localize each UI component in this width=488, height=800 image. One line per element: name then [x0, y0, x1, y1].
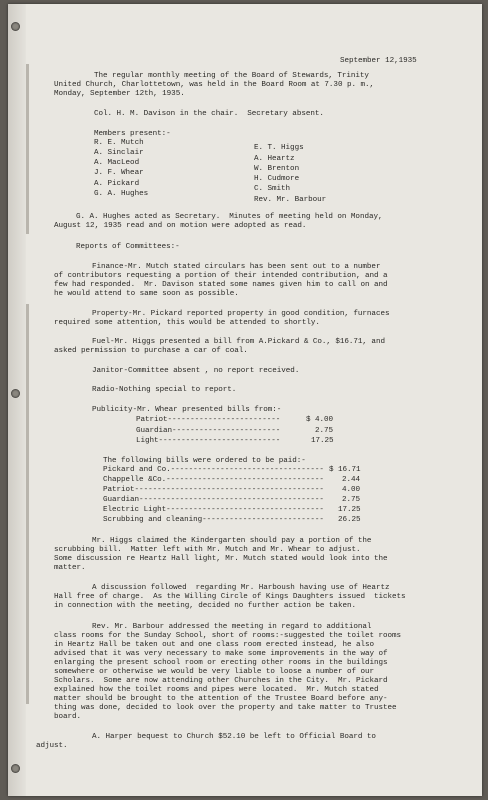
secretary-line: G. A. Hughes acted as Secretary. Minutes of meeting held on Monday,	[76, 213, 383, 221]
barbour-line: somewhere or otherwise we would be very liable to loose a number of our	[54, 668, 374, 676]
members-heading: Members present:-	[94, 130, 171, 138]
member-name: A. MacLeod	[94, 159, 140, 167]
publicity-line: Publicity-Mr. Whear presented bills from:-	[92, 406, 282, 414]
secretary-line: August 12, 1935 read and on motion were adopted as read.	[54, 222, 307, 230]
binder-hole	[11, 764, 20, 773]
binder-hole	[11, 22, 20, 31]
intro-line: Monday, September 12th, 1935.	[54, 90, 185, 98]
finance-line: Finance-Mr. Mutch stated circulars has been sent out to a number	[92, 263, 381, 271]
margin-strip	[26, 64, 29, 234]
member-name: C. Smith	[254, 185, 291, 193]
finance-line: few had responded. Mr. Davison stated some names given him to call on and	[54, 281, 388, 289]
kindergarten-line: Some discussion re Heartz Hall light, Mr. Mutch stated would look into the	[54, 555, 388, 563]
bill-amount: 2.44	[342, 476, 361, 484]
reports-heading: Reports of Committees:-	[76, 243, 180, 251]
kindergarten-line: scrubbing bill. Matter left with Mr. Mutch and Mr. Whear to adjust.	[54, 546, 361, 554]
harper-line: A. Harper bequest to Church $52.10 be left to Official Board to	[92, 733, 376, 741]
bill-amount: 26.25	[338, 516, 361, 524]
barbour-line: Scholars. Some are now attending other Churches in the City. Mr. Pickard	[54, 677, 388, 685]
fuel-line: asked permission to purchase a car of coal.	[54, 347, 248, 355]
member-name: A. Heartz	[254, 155, 295, 163]
intro-line: United Church, Charlottetown, was held in the Board Room at 7.30 p. m.,	[54, 81, 374, 89]
member-name: W. Brenton	[254, 165, 300, 173]
barbour-line: matter should be brought to the attention of the Trustee Board before any-	[54, 695, 388, 703]
fuel-line: Fuel-Mr. Higgs presented a bill from A.Pickard & Co., $16.71, and	[92, 338, 385, 346]
barbour-line: advised that it was very necessary to make some improvements in the way of	[54, 650, 388, 658]
bill-label: Guardian-----------------------------------------	[103, 496, 324, 504]
member-name: J. F. Whear	[94, 169, 144, 177]
bill-label: Patriot------------------------------------------	[103, 486, 324, 494]
janitor-line: Janitor-Committee absent , no report received.	[92, 367, 300, 375]
member-name: G. A. Hughes	[94, 190, 149, 198]
publicity-bill-amount: 2.75	[315, 427, 334, 435]
publicity-bill-amount: 17.25	[311, 437, 334, 445]
intro-line: The regular monthly meeting of the Board of Stewards, Trinity	[94, 72, 369, 80]
binder-hole	[11, 389, 20, 398]
bill-label: Electric Light-----------------------------------	[103, 506, 324, 514]
bill-amount: 2.75	[342, 496, 361, 504]
barbour-line: thing was done, decided to look over the property and take matter to Trustee	[54, 704, 397, 712]
barbour-line: in Heartz Hall be taken out and one class room erected instead, he also	[54, 641, 374, 649]
harboush-line: A discussion followed regarding Mr. Harboush having use of Heartz	[92, 584, 390, 592]
bill-label: Scrubbing and cleaning---------------------------	[103, 516, 324, 524]
margin-strip	[26, 304, 29, 704]
harboush-line: Hall free of charge. As the Willing Circle of Kings Daughters issued tickets	[54, 593, 406, 601]
publicity-bill-label: Light---------------------------	[136, 437, 281, 445]
chair-line: Col. H. M. Davison in the chair. Secretary absent.	[94, 110, 324, 118]
member-name: E. T. Higgs	[254, 144, 304, 152]
finance-line: of contributors requesting a portion of their intended contribution, and a	[54, 272, 388, 280]
member-name: H. Cudmore	[254, 175, 300, 183]
property-line: required some attention, this would be attended to shortly.	[54, 319, 320, 327]
member-name: A. Pickard	[94, 180, 140, 188]
barbour-line: enlarging the present school room or erecting other rooms in the buildings	[54, 659, 388, 667]
meeting-date: September 12,1935	[340, 57, 417, 65]
bills-heading: The following bills were ordered to be paid:-	[103, 457, 306, 465]
kindergarten-line: Mr. Higgs claimed the Kindergarten should pay a portion of the	[92, 537, 372, 545]
member-name: R. E. Mutch	[94, 139, 144, 147]
member-name: Rev. Mr. Barbour	[254, 196, 327, 204]
bill-amount: $ 16.71	[329, 466, 361, 474]
bill-amount: 4.00	[342, 486, 361, 494]
barbour-line: class rooms for the Sunday School, short of rooms:-suggested the toilet rooms	[54, 632, 402, 640]
publicity-bill-amount: $ 4.00	[306, 416, 334, 424]
publicity-bill-label: Patriot-------------------------	[136, 416, 281, 424]
barbour-line: explained how the toilet rooms and pipes were located. Mr. Mutch stated	[54, 686, 379, 694]
finance-line: he would attend to same soon as possible.	[54, 290, 239, 298]
member-name: A. Sinclair	[94, 149, 144, 157]
barbour-line: board.	[54, 713, 82, 721]
publicity-bill-label: Guardian------------------------	[136, 427, 281, 435]
bill-amount: 17.25	[338, 506, 361, 514]
bill-label: Chappelle &Co.-----------------------------------	[103, 476, 324, 484]
harboush-line: in connection with the meeting, decided no further action be taken.	[54, 602, 356, 610]
harper-line: adjust.	[36, 742, 68, 750]
barbour-line: Rev. Mr. Barbour addressed the meeting in regard to additional	[92, 623, 372, 631]
radio-line: Radio-Nothing special to report.	[92, 386, 237, 394]
property-line: Property-Mr. Pickard reported property in good condition, furnaces	[92, 310, 390, 318]
page-binding-strip	[8, 4, 26, 796]
bill-label: Pickard and Co.----------------------------------	[103, 466, 324, 474]
kindergarten-line: matter.	[54, 564, 86, 572]
